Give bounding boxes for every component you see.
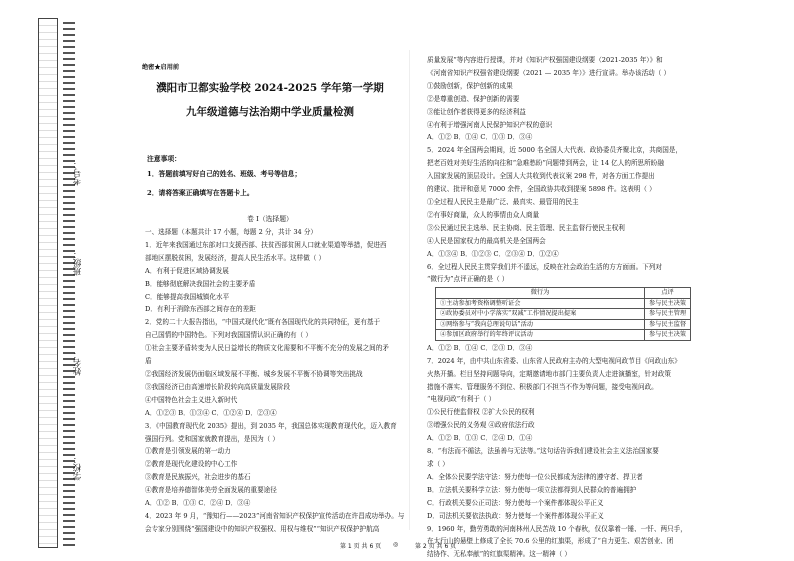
right-line: A．①② B．①④ C．①③ D．③④ [427,133,533,142]
center-mark: ◎ [393,541,399,548]
binding-strip [38,18,58,548]
number-field-label: 考号： [73,160,83,186]
section-title: 卷 I（选择题） [247,215,293,223]
left-line: ④中国特色社会主义进入新时代 [145,395,238,404]
right-line: 把老百姓对美好生活的向往和“急难愁盼”问题带到两会，让 14 亿人的所思所盼融 [427,159,664,168]
table-row [436,319,691,330]
notice-title: 注意事项： [147,155,181,163]
left-line: ③教育是民族振兴，社会进步的基石 [145,473,251,482]
left-line: 部地区摆脱贫困，发展经济，提高人民生活水平。这样做（ ） [145,253,326,262]
name-field-label: 姓名： [73,350,83,376]
right-line: 8．“有法而不循法，法虽善与无法等。”这句话告诉我们建设社会主义法治国家要 [427,447,659,456]
right-line: ④人民是国家权力的最高机关是全国两会 [427,236,546,245]
notice-item-1: 1．答题前填写好自己的姓名、班级、考号等信息； [147,170,302,178]
right-line: “电视问政”有利于（ ） [427,395,496,404]
left-line: 强国行列。党和国家就教育提出，是因为（ ） [145,434,279,443]
table-header-cell: 微行为 [436,288,645,299]
right-line: “微行为”点评正确的是（ ） [427,275,509,284]
student-info-area [72,120,92,540]
right-line: ③能让创作者获得更多的经济利益 [427,107,526,116]
table-cell: 参与民主监督 [645,319,691,330]
table-cell: ②政协委员对中小学落实“双减”工作情况提出提案 [436,309,645,320]
left-line: ④教育是培养德智体美劳全面发展的重要途径 [145,486,277,495]
table-row [436,309,691,320]
left-line: B．能够彻底解决我国社会的主要矛盾 [145,279,256,288]
left-line: 3．《中国教育现代化 2035》提出，到 2035 年，我国总体实现教育现代化，迈入教育 [145,421,397,430]
table-header-cell: 点评 [645,288,691,299]
class-field-label: 班级： [73,250,83,276]
table-row [436,298,691,309]
right-line: ②有事好商量，众人的事情由众人商量 [427,210,540,219]
page-number-1: 第 1 页 共 6 页 [340,543,382,550]
right-line: 在太行山的悬壁上修成了全长 70.6 公里的红旗渠，形成了“自力更生、艰苦创业、团 [427,537,674,546]
right-line: 求（ ） [427,459,449,468]
right-line: B．立法机关要科学立法：努力使每一项立法都得到人民群众的普遍拥护 [427,485,637,494]
right-line: 《河南省知识产权强省建设纲要（2021 — 2035 年）》进行宣讲。举办该活动（ ） [427,68,671,77]
right-line: C．行政机关要公正司法：努力使每一个案件都体现公平正义 [427,498,604,507]
right-line: 结协作、无私奉献”的红旗渠精神。这一精神（ ） [427,550,571,559]
right-line: A．①③④ B．①②③ C．②③④ D．①②④ [427,249,559,258]
left-line: ②教育是现代化建设的中心工作 [145,460,238,469]
school-field-label: 学校： [73,455,83,481]
right-line: ①公民行使监督权 ②扩大公民的权利 [427,408,535,417]
table-cell: ③网络参与“我向总理说句话”活动 [436,319,645,330]
right-line: 5．2024 年全国两会期间，近 5000 名全国人大代表、政协委员齐聚北京，共商国是， [427,146,683,155]
table-row [436,330,691,341]
left-line: 会专家分别围绕“强国建设中的知识产权强权、用权与维权”“知识产权保护护航高 [145,524,380,533]
table-cell: ④参加区政府举行的年终评议活动 [436,330,645,341]
exam-title-line2: 九年级道德与法治期中学业质量检测 [186,106,354,118]
right-line: 入国家发展的顶层设计。全国人大共收到代表议案 298 件，对各方面工作提出 [427,172,655,181]
right-line: 9．1960 年，勤劳勇敢的河南林州人民苦战 10 个春秋，仅仅靠着一锤、一钎、两只手， [427,524,687,533]
right-line: 7．2024 年，由中共山东省委、山东省人民政府主办的大型电视问政节目《问政山东》 [427,356,681,365]
question-6-table [435,287,691,341]
left-line: ①教育是引领发展的第一动力 [145,447,231,456]
left-line: 1．近年来我国通过东部对口支援西部、扶贫西部贫困人口就业渠道等举措，促进西 [145,240,387,249]
right-line: 措施不落实、管理服务不到位、积极部门不担当不作为等问题，接受电视问政。 [427,382,658,391]
page-divider [409,50,410,530]
left-line: 自己国情的中国特色。下列对我国国情认识正确的有（ ） [145,331,312,340]
table-cell: 参与民主决策 [645,298,691,309]
right-line: D．司法机关要依法执政：努力使每一个案件都体现公平正义 [427,511,604,520]
right-line: ④有利于增强河南人民保护知识产权的意识 [427,120,553,129]
table-cell: 参与民主管理 [645,309,691,320]
right-line: 火热开播。栏目坚持问题导向，定期邀请地市部门主要负责人走进演播室，针对政策 [427,369,671,378]
right-column [427,54,779,561]
left-line: A．①②③ B．①③④ C．①②④ D．②③④ [145,408,277,417]
left-line: ③我国经济已由高速增长阶段转向高质量发展阶段 [145,382,291,391]
left-line: C．能够提高我国城镇化水平 [145,292,230,301]
page-number-2: 第 2 页 共 6 页 [415,543,457,550]
left-line: A．有利于促进区域协调发展 [145,266,229,275]
left-line: 2．党的二十大报告指出，“中国式现代化”既有各国现代化的共同特征，更有基于 [145,318,381,327]
left-line: ②我国经济发展仍面临区域发展不平衡、城乡发展不平衡不协调等突出挑战 [145,369,363,378]
right-line: ①全过程人民民主是最广泛、最真实、最管用的民主 [427,197,579,206]
right-line: A．①② B．①③ C．②④ D．①④ [427,434,533,443]
question-6-options: A．①② B．①④ C．②③ D．③④ [427,343,533,352]
left-line: 一、选择题（本题共计 17 小题，每题 2 分，共计 34 分） [145,228,318,236]
notice-item-2: 2．请将答案正确填写在答题卡上。 [147,189,254,197]
left-line: ①社会主要矛盾转变为人民日益增长的物质文化需要和不平衡不充分的发展之间的矛 [145,344,389,353]
table-cell: 参与民主决策 [645,330,691,341]
confidential-mark: 绝密★启用前 [142,64,180,71]
left-column [145,226,405,536]
exam-title-line1: 濮阳市卫都实验学校 2024-2025 学年第一学期 [156,82,384,94]
right-line: ②是尊重创造、保护创新的需要 [427,94,520,103]
right-line: 6．全过程人民民主贯穿我们并不遥远，反映在社会政治生活的方方面面。下列对 [427,262,662,271]
left-line: 盾 [145,357,152,366]
right-line: ①鼓励创新，保护创新的成果 [427,81,513,90]
left-line: A．①② B．①③ C．②④ D．③④ [145,499,251,508]
right-line: 质量发展”等内容进行授课，并对《知识产权强国建设纲要（2021-2035 年）》和 [427,56,663,64]
right-line: A．全体公民要学法守法：努力使每一位公民都成为法律的遵守者、捍卫者 [427,472,643,481]
right-line: ③增强公民的义务观 ④政府依法行政 [427,421,535,430]
left-line: 4．2023 年 9 月，“豫知行——2023”河南省知识产权保护宣传活动在许昌成功举办。与 [145,511,405,520]
right-line: ③公民通过民主选举、民主协商、民主管理、民主监督行使民主权利 [427,223,625,232]
right-line: 的建议、批评和意见 7000 余件，全国政协共收到提案 5898 件。这表明（ ） [427,185,656,194]
left-line: D．有利于消除东西部之间存在的差距 [145,305,256,314]
table-cell: ①主动参加考资格调整听证会 [436,298,645,309]
